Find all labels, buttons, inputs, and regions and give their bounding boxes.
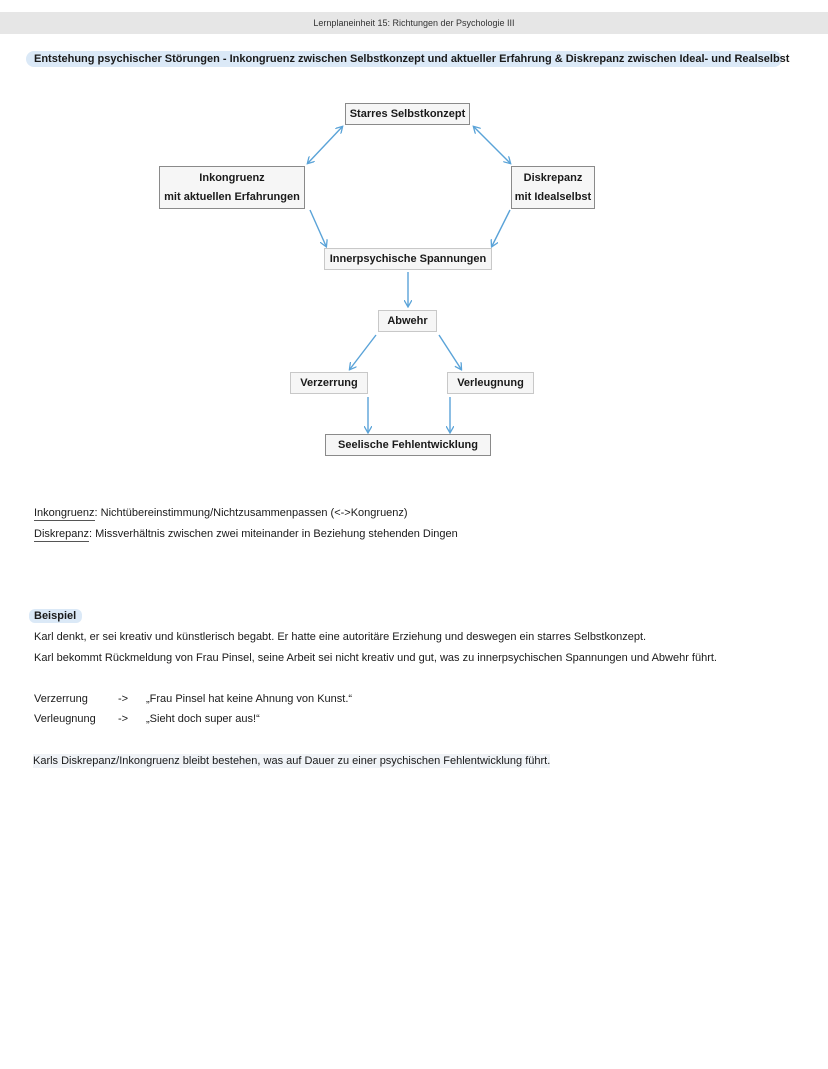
example-row-verleugnung-arrow: -> [118, 713, 129, 725]
box-starres-label: Starres Selbstkonzept [349, 107, 466, 120]
example-row-verzerrung-term: Verzerrung [34, 693, 88, 705]
box-inkongruenz [159, 166, 305, 209]
box-spannungen-label: Innerpsychische Spannungen [329, 252, 487, 265]
example-row-verzerrung-quote: „Frau Pinsel hat keine Ahnung von Kunst.“ [146, 693, 353, 705]
box-verzerrung [290, 372, 368, 394]
box-starres-selbstkonzept [345, 103, 470, 125]
definition-diskrepanz [34, 528, 458, 540]
example-row-verleugnung-quote: „Sieht doch super aus!“ [146, 713, 260, 725]
box-inkongruenz-line1: Inkongruenz [199, 171, 265, 184]
box-diskrepanz-line2: mit Idealselbst [514, 190, 592, 203]
box-seelische-fehlentwicklung [325, 434, 491, 456]
page-header: Lernplaneinheit 15: Richtungen der Psychologie III [0, 12, 828, 34]
definition-term: Diskrepanz [34, 528, 90, 540]
section-title: Entstehung psychischer Störungen - Inkongruenz zwischen Selbstkonzept und aktueller Erfahrung & Diskrepanz zwischen Ideal- und Realselbst [26, 51, 782, 67]
definition-text: : Missverhältnis zwischen zwei miteinander in Beziehung stehenden Dingen [89, 528, 458, 540]
diagram-arrows [0, 0, 828, 480]
example-label: Beispiel [29, 609, 82, 623]
arrow-starres-inkongruenz [308, 127, 342, 163]
definition-term: Inkongruenz [34, 507, 95, 519]
arrow-diskrepanz-spannungen [492, 210, 510, 246]
example-conclusion: Karls Diskrepanz/Inkongruenz bleibt bestehen, was auf Dauer zu einer psychischen Fehlentwicklung führt. [33, 755, 551, 767]
arrow-starres-diskrepanz [474, 127, 510, 163]
box-abwehr-label: Abwehr [387, 314, 428, 327]
box-innerpsychische-spannungen [324, 248, 492, 270]
definition-text: : Nichtübereinstimmung/Nichtzusammenpassen (<->Kongruenz) [94, 507, 408, 519]
arrow-inkongruenz-spannungen [310, 210, 326, 246]
example-row-verleugnung-term: Verleugnung [34, 713, 96, 725]
box-diskrepanz [511, 166, 595, 209]
box-verzerrung-label: Verzerrung [300, 376, 358, 389]
box-verleugnung [447, 372, 534, 394]
box-abwehr [378, 310, 437, 332]
box-fehlentwicklung-label: Seelische Fehlentwicklung [338, 438, 478, 451]
arrow-abwehr-verleugnung [439, 335, 461, 369]
box-inkongruenz-line2: mit aktuellen Erfahrungen [164, 190, 300, 203]
box-verleugnung-label: Verleugnung [457, 376, 524, 389]
example-line-2: Karl bekommt Rückmeldung von Frau Pinsel, seine Arbeit sei nicht kreativ und gut, was zu innerpsychischen Spannungen und Abwehr führt. [34, 652, 717, 664]
box-diskrepanz-line1: Diskrepanz [523, 171, 583, 184]
arrow-abwehr-verzerrung [350, 335, 376, 369]
example-line-1: Karl denkt, er sei kreativ und künstlerisch begabt. Er hatte eine autoritäre Erziehung und deswegen ein starres Selbstkonzept. [34, 631, 647, 643]
example-row-verzerrung-arrow: -> [118, 693, 129, 705]
definition-inkongruenz [34, 507, 408, 519]
